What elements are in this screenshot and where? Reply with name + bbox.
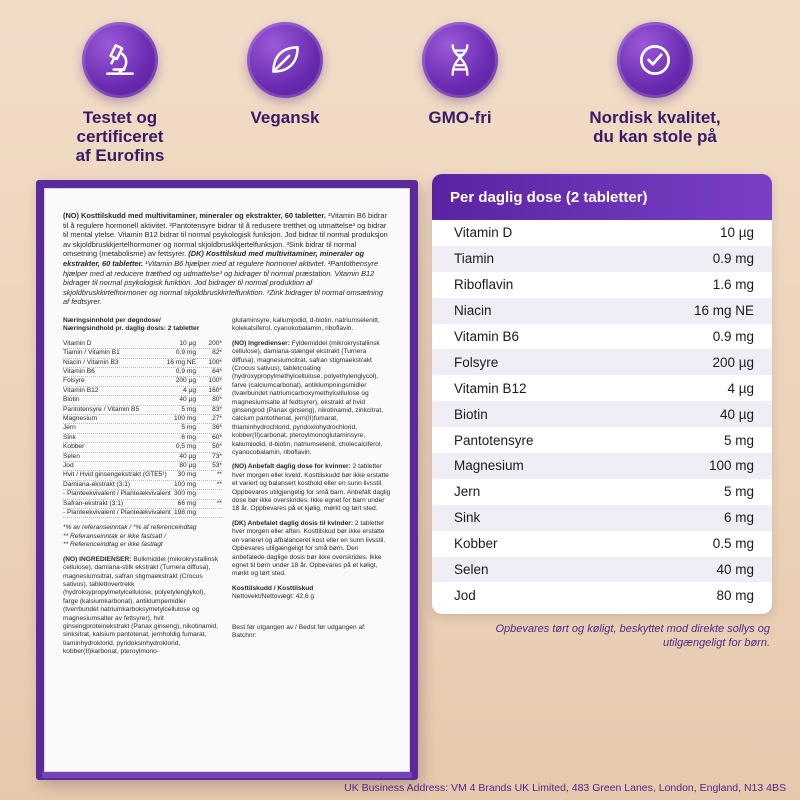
- nutrient-amount: 66 mg: [177, 499, 196, 507]
- batch-number: Batchnr:: [232, 631, 257, 639]
- nutrition-row: [63, 500, 222, 509]
- nutrient-amount: 0,9 mg: [175, 367, 196, 375]
- nutrient-amount: 4 µg: [183, 386, 196, 394]
- dose-nutrient-name: Pantotensyre: [454, 432, 534, 448]
- dose-nutrient-value: 1.6 mg: [712, 277, 754, 293]
- dosage-dk: [232, 520, 391, 579]
- dose-nutrient-name: Vitamin B12: [454, 380, 527, 396]
- nutrient-percent: **: [216, 480, 222, 488]
- nutrient-percent: 200*: [208, 339, 222, 347]
- storage-note: Opbevares tørt og køligt, beskyttet mod direkte sollys og utilgængeligt for børn.: [495, 623, 770, 649]
- dose-row: [432, 272, 772, 298]
- dosage-dk-body: 2 tabletter hver morgen eller aften. Kosttilskud bør ikke erstatte en varieret og afbalanceret kost eller en sunn livsstil. Opbevares utilgængeligt for små børn. Den anbefalede daglige dosis bør ikke overskrides. Ikke egnet til børn under 18 år. Opbevares på et køligt, mørkt og tørt sted.: [232, 519, 386, 578]
- dose-row: [432, 298, 772, 324]
- nutrient-name: Pantotensyre / Vitamin B5: [63, 405, 140, 413]
- dose-nutrient-name: Vitamin B6: [454, 329, 520, 344]
- nutrition-row: [63, 424, 222, 433]
- checkmark-icon: [617, 22, 693, 98]
- ingredients-no: [63, 556, 222, 657]
- nutrition-row: [63, 368, 222, 377]
- nutrient-name: - Planteekvivalent / Planteækvivalent: [63, 509, 171, 517]
- ingredients-no-body: Bulkmiddel (mikrokrystallinsk cellulose), damiana-stilk ekstrakt (Turnera diffusa), magnesiumsitrat, safran stigmaekstrakt (Crocus sativus), tablettovertrekk (hydroksypropylmetylcellulose, polyetylenglykol), farge (kalsiumkarbonat), antiklumpemidler (tverrbundet natriumkarboksymetylcellulose og magnesiumsalter av fettsyrer), hvit ginsengproteinekstrakt (Panax ginseng), nikotinamid, sinksitrat, kalsium pantotenat, jernholdig fumarat, tiaminhydroklorid, pyridoksinhydroklorid, kobber(II)karbonat, pteroylmono-: [63, 555, 219, 656]
- footnotes: *% av referanseinntak / *% af referenceindtag ** Referanseinntak er ikke fastsatt / ** Referenceindtag er ikke fastlagt: [63, 524, 197, 549]
- dose-row: [432, 479, 772, 505]
- business-address: UK Business Address: VM 4 Brands UK Limited, 483 Green Lanes, London, England, N13 4BS: [344, 782, 786, 794]
- nutrition-row: [63, 453, 222, 462]
- nutrient-name: Vitamin D: [63, 339, 92, 347]
- ingredients-continued: glutaminsyre, kaliumjodid, d-biotin, natriumselenitt, kolekalsiferol, cyanokobalamin, riboflavin.: [232, 316, 380, 333]
- box-column-right: [232, 317, 391, 657]
- badge-gmo-free: [385, 22, 535, 127]
- nutrition-row: [63, 462, 222, 471]
- dose-row: [432, 220, 772, 246]
- nutrition-row: [63, 406, 222, 415]
- nutrient-percent: 27*: [212, 415, 222, 422]
- nutrition-heading: Næringsinnhold per døgndose/ Næringsindhold pr. daglig dosis: 2 tabletter: [63, 316, 200, 333]
- leaf-icon: [247, 22, 323, 98]
- nutrient-amount: 0,5 mg: [175, 443, 196, 451]
- nutrient-amount: 5 mg: [181, 424, 196, 432]
- nutrient-name: Sink: [63, 433, 76, 441]
- nutrient-percent: 100*: [208, 358, 222, 366]
- dose-nutrient-name: Jod: [454, 587, 476, 603]
- nutrient-name: Jod: [63, 462, 74, 470]
- nutrient-percent: **: [216, 499, 222, 507]
- nutrient-percent: 50*: [212, 443, 222, 451]
- dose-nutrient-name: Sink: [454, 510, 481, 526]
- nutrient-name: Selen: [63, 452, 80, 460]
- dose-nutrient-value: 0.9 mg: [712, 251, 754, 267]
- nutrition-row: [63, 377, 222, 386]
- nutrient-amount: 0,9 mg: [175, 349, 196, 357]
- dose-row: [432, 427, 772, 453]
- dose-nutrient-value: 80 mg: [716, 587, 754, 603]
- nutrient-percent: 82*: [212, 349, 222, 357]
- nutrition-row: [63, 509, 222, 518]
- dose-nutrient-name: Riboflavin: [454, 277, 514, 293]
- dose-nutrient-name: Biotin: [454, 406, 488, 422]
- best-before: Best før utgangen av / Bedst før udgangen af:: [232, 623, 366, 631]
- nutrition-row: [63, 481, 222, 490]
- nutrient-amount: 6 mg: [181, 433, 196, 441]
- nutrient-amount: 200 µg: [175, 377, 196, 385]
- intro-title-dk: (DK) Kosttilskud med multivitaminer, mineraler og ekstrakter, 60 tabletter.: [63, 249, 365, 268]
- nutrient-percent: [202, 490, 222, 498]
- dose-nutrient-name: Tiamin: [454, 251, 495, 267]
- badge-vegan: [210, 22, 360, 127]
- dosage-no: [232, 463, 391, 513]
- net-weight-value: Nettovekt/Nettovægt: 42,6 g: [232, 593, 315, 601]
- dosage-no-title: (NO) Anbefalt daglig dose for kvinner:: [232, 463, 351, 471]
- badge-label: GMO-fri: [428, 108, 492, 127]
- dose-row: [432, 401, 772, 427]
- net-weight: [232, 585, 391, 602]
- nutrition-row: [63, 471, 222, 480]
- dose-nutrient-name: Folsyre: [454, 354, 499, 370]
- box-label-panel: [44, 188, 410, 772]
- dose-nutrient-name: Jern: [454, 484, 481, 500]
- nutrient-amount: 5 mg: [181, 405, 196, 413]
- nutrient-amount: 100 mg: [174, 415, 196, 422]
- nutrient-name: Magnesium: [63, 415, 98, 422]
- nutrition-row: [63, 490, 222, 499]
- nutrient-percent: 64*: [212, 367, 222, 375]
- dose-row: [432, 557, 772, 583]
- nutrient-name: Vitamin B6: [63, 367, 95, 375]
- nutrient-amount: 16 mg NE: [166, 358, 196, 366]
- nutrient-percent: [202, 509, 222, 517]
- nutrition-row: [63, 340, 222, 349]
- intro-text: [63, 211, 391, 307]
- nutrient-name: Niacin / Vitamin B3: [63, 358, 119, 366]
- dose-nutrient-name: Niacin: [454, 303, 492, 319]
- nutrient-name: Safran-ekstrakt (3:1): [63, 499, 124, 507]
- nutrient-name: Kobber: [63, 443, 85, 451]
- nutrient-name: Hvit / Hvid ginsengekstrakt (GTE5¹): [63, 471, 167, 479]
- ingredients-dk-body: Fyldemiddel (mikrokrystallinsk cellulose), damiana-stængel ekstrakt (Turnera diffusa), magnesiumcitrat, safran stigmaekstrakt (Crocus sativus), tabletcoating (hydroxypropylmethylcellulose, polyethylenglycol), farve (calciumcarbonat), antiklumpningsmidler (tværbundet natriumcarboxymethylcellulose og magnesiumsalte af fedtsyrer), ekstrakt af hvid ginsengrod (Panax ginseng), nikotinamid, zinkcitrat, calcium pantothenat, jern(II)fumarat, thiaminhydrochlorid, pyridoxinhydrochlorid, kobber(II)carbonat, pteroylmonoglutaminsyre, kaliumiodid, d-biotin, natriumselenit, cholecalciferol, cyanocobalamin, riboflavin.: [232, 339, 384, 457]
- dose-nutrient-value: 5 mg: [723, 484, 754, 500]
- badge-nordic-quality: [560, 22, 750, 146]
- dose-nutrient-value: 0.5 mg: [712, 536, 754, 552]
- nutrient-name: Tiamin / Vitamin B1: [63, 349, 120, 357]
- nutrient-amount: 40 µg: [179, 452, 196, 460]
- nutrient-percent: 53*: [212, 462, 222, 470]
- nutrient-percent: 36*: [212, 424, 222, 432]
- intro-body-no: ¹Vitamin B6 bidrar til å regulere hormonell aktivitet. ²Pantotensyre bidrar til å redusere tretthet og utmattelse³ og bidrar til mental ytelse. Vitamin B12 bidrar til normal psykologisk funksjon. Jod bidrar til normal produksjon av skjoldbruskkjertelhormoner og normal skjoldbruskkjertelfunksjon. ³Sink bidrar til normal omsetning (metabolisme) av fettsyrer.: [63, 211, 388, 259]
- dose-row: [432, 453, 772, 479]
- dose-nutrient-name: Selen: [454, 562, 489, 578]
- dose-nutrient-value: 40 µg: [719, 406, 754, 422]
- dose-row: [432, 505, 772, 531]
- nutrition-row: [63, 396, 222, 405]
- badge-eurofins: [45, 22, 195, 165]
- dose-row: [432, 582, 772, 608]
- nutrient-amount: 10 µg: [179, 339, 196, 347]
- intro-title-no: (NO) Kosttilskudd med multivitaminer, mineraler og ekstrakter, 60 tabletter.: [63, 211, 326, 220]
- nutrition-row: [63, 443, 222, 452]
- nutrient-amount: 100 mg: [174, 480, 196, 488]
- nutrient-amount: 30 mg: [177, 471, 196, 479]
- dose-panel-title: Per daglig dose (2 tabletter): [432, 174, 772, 220]
- net-weight-title: Kosttilskudd / Kosttilskud: [232, 584, 314, 592]
- dose-row: [432, 375, 772, 401]
- dose-nutrient-name: Magnesium: [454, 458, 524, 474]
- dose-nutrient-value: 200 µg: [712, 354, 754, 370]
- nutrition-row: [63, 415, 222, 424]
- dose-nutrient-value: 40 mg: [716, 562, 754, 578]
- dose-nutrient-value: 0.9 mg: [712, 329, 754, 344]
- nutrient-percent: 160*: [208, 386, 222, 394]
- nutrient-name: Biotin: [63, 396, 80, 404]
- feature-badges: [0, 0, 800, 180]
- nutrient-percent: 80*: [212, 396, 222, 404]
- dose-table: [432, 220, 772, 608]
- intro-body-dk: ¹Vitamin B6 hjælper med at regulere hormonel aktivitet. ²Pantothensyre hjælper med at reducere træthed og udmattelse³ og bidrager til normal præstation. Vitamin B12 bidrager til normal psykologisk funktion. Jod bidrager til normal produktion af skjoldbruskkirtelhormoner og normal skjoldbruskkirtelfunktion. ³Zink bidrager til normal omsætning af fedtsyrer.: [63, 258, 383, 307]
- nutrient-name: - Planteekvivalent / Planteækvivalent: [63, 490, 171, 498]
- dose-nutrient-value: 5 mg: [723, 432, 754, 448]
- dose-nutrient-value: 4 µg: [727, 380, 754, 396]
- box-column-left: [63, 317, 222, 657]
- dose-row: [432, 246, 772, 272]
- dose-nutrient-value: 100 mg: [708, 458, 754, 474]
- product-box: [36, 180, 418, 780]
- dose-nutrient-value: 16 mg NE: [693, 303, 754, 319]
- nutrient-percent: 60*: [212, 433, 222, 441]
- nutrient-percent: 73*: [212, 452, 222, 460]
- dose-nutrient-value: 6 mg: [723, 510, 754, 526]
- badge-label: Testet og certificeret af Eurofins: [75, 108, 165, 165]
- ingredients-no-title: (NO) INGREDIENSER:: [63, 555, 132, 563]
- microscope-icon: [82, 22, 158, 98]
- nutrient-percent: **: [216, 471, 222, 479]
- nutrient-name: Folsyre: [63, 377, 85, 385]
- badge-label: Vegansk: [250, 108, 320, 127]
- nutrient-name: Jern: [63, 424, 76, 432]
- nutrition-table: [63, 340, 222, 519]
- dose-row: [432, 531, 772, 557]
- nutrient-percent: 100*: [208, 377, 222, 385]
- dosage-no-body: 2 tabletter hver morgen eller kveld. Kosttilskudd bør ikke erstatte et variert og balansert kosthold eller en sunn livsstil. Oppbevares utilgjengelig for små barn. Anbefalt daglig dose bør ikke overskrides. Ikke egnet for barn under 18 år. Oppbevares på et kjølig, mørkt og tørt sted.: [232, 463, 391, 513]
- nutrient-amount: 198 mg: [174, 509, 196, 517]
- box-bottom-edge: [42, 772, 412, 778]
- nutrition-row: [63, 434, 222, 443]
- nutrition-row: [63, 349, 222, 358]
- nutrient-amount: 80 µg: [179, 462, 196, 470]
- dose-nutrient-name: Vitamin D: [454, 225, 513, 241]
- dosage-dk-title: (DK) Anbefalet daglig dosis til kvinder:: [232, 519, 354, 527]
- nutrition-row: [63, 387, 222, 396]
- dose-row: [432, 349, 772, 375]
- badge-label: Nordisk kvalitet, du kan stole på: [589, 108, 721, 146]
- nutrient-amount: 300 mg: [174, 490, 196, 498]
- daily-dose-panel: [432, 174, 772, 614]
- nutrient-name: Vitamin B12: [63, 386, 99, 394]
- nutrient-name: Damiana-ekstrakt (3:1): [63, 480, 131, 488]
- nutrient-percent: 83*: [212, 405, 222, 413]
- nutrition-row: [63, 359, 222, 368]
- dna-icon: [422, 22, 498, 98]
- ingredients-dk: [232, 340, 391, 458]
- dose-nutrient-value: 10 µg: [719, 225, 754, 241]
- ingredients-dk-title: (NO) Ingredienser:: [232, 339, 290, 347]
- dose-row: [432, 324, 772, 350]
- nutrient-amount: 40 µg: [179, 396, 196, 404]
- dose-nutrient-name: Kobber: [454, 536, 498, 552]
